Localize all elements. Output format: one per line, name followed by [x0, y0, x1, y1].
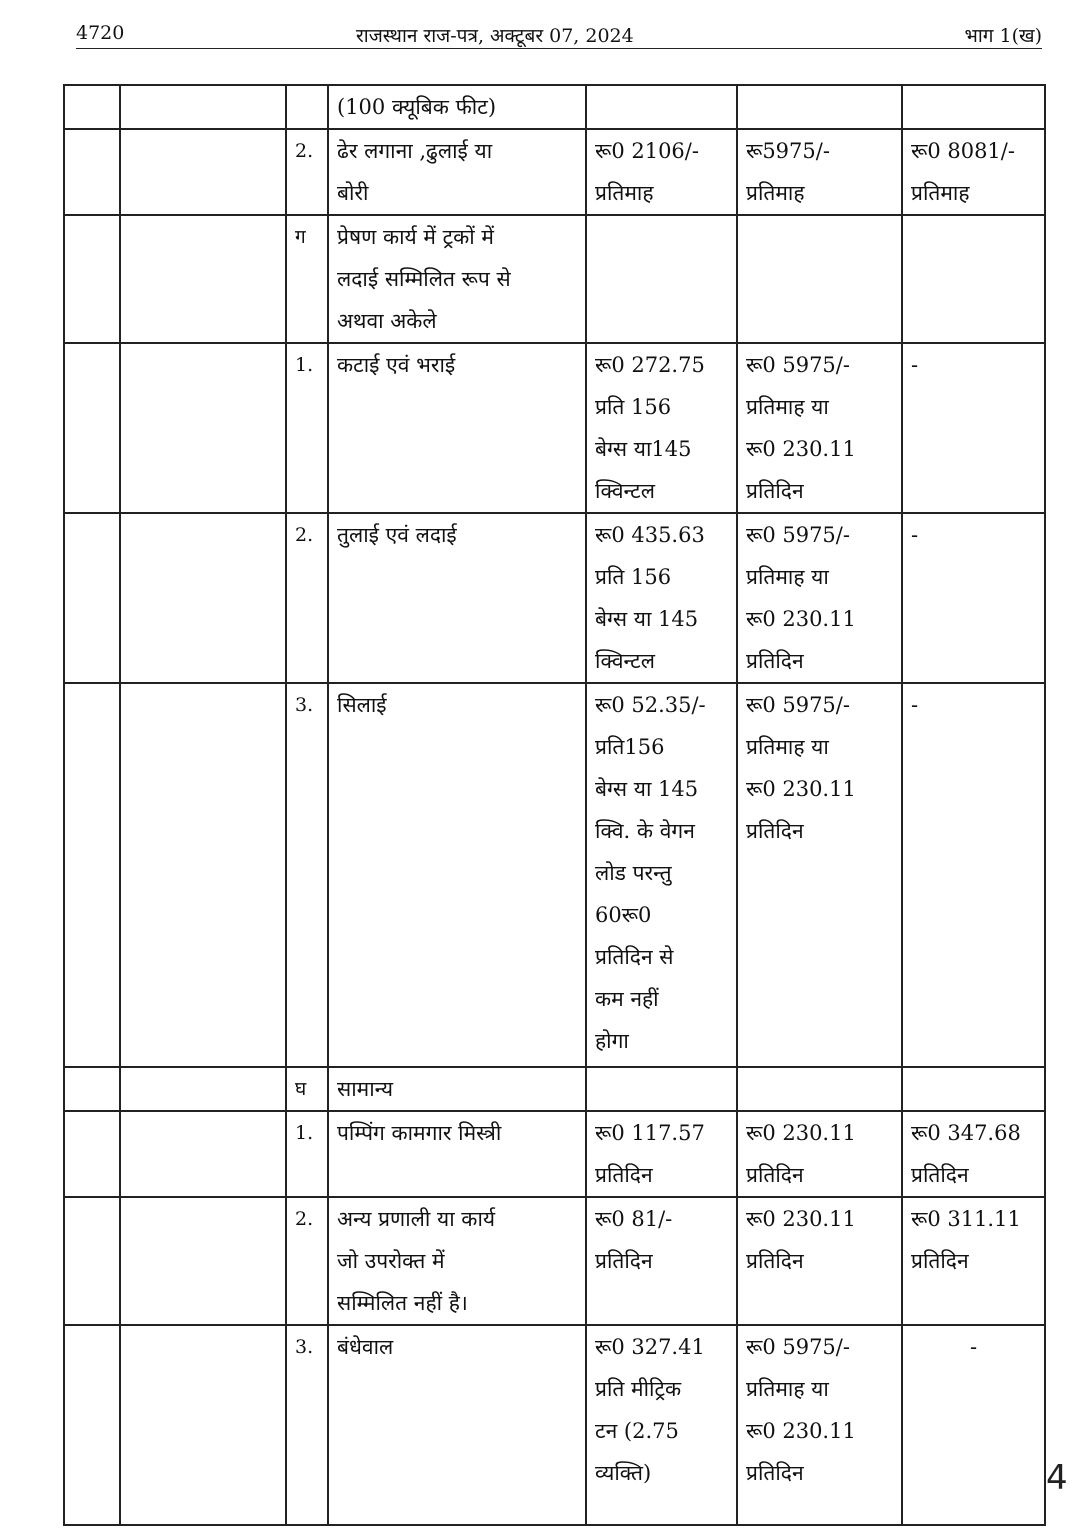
item-number: 2. [286, 513, 328, 683]
rate-cell-1 [586, 85, 737, 129]
blank-cell [64, 513, 120, 683]
table-row [64, 513, 1045, 683]
rate-cell-2: रू0 5975/- प्रतिमाह या रू0 230.11 प्रतिदिन [737, 683, 902, 1067]
blank-cell [64, 1325, 120, 1525]
blank-cell [120, 343, 286, 513]
table-row [64, 215, 1045, 343]
rate-cell-2 [737, 85, 902, 129]
section-letter: घ [286, 1067, 328, 1111]
blank-cell [64, 1111, 120, 1197]
item-number: 1. [286, 1111, 328, 1197]
blank-cell [64, 683, 120, 1067]
rate-cell-3 [902, 85, 1045, 129]
item-description: ढेर लगाना ,ढुलाई या बोरी [328, 129, 586, 215]
blank-cell [64, 129, 120, 215]
rate-cell-1: रू0 2106/- प्रतिमाह [586, 129, 737, 215]
blank-cell [120, 513, 286, 683]
rate-cell-2: रू0 5975/- प्रतिमाह या रू0 230.11 प्रतिदिन [737, 343, 902, 513]
blank-cell [120, 1325, 286, 1525]
rate-cell-2: रू0 5975/- प्रतिमाह या रू0 230.11 प्रतिदिन [737, 513, 902, 683]
rate-cell-3: रू0 8081/- प्रतिमाह [902, 129, 1045, 215]
blank-cell [120, 85, 286, 129]
rate-cell-1: रू0 52.35/- प्रति156 बेग्स या 145 क्वि. के वेगन लोड परन्तु 60रू0 प्रतिदिन से कम नहीं होगा [586, 683, 737, 1067]
item-number: 2. [286, 129, 328, 215]
gazette-part: भाग 1(ख) [964, 25, 1042, 47]
rate-cell-2 [737, 1067, 902, 1111]
section-letter: ग [286, 215, 328, 343]
section-heading: सामान्य [328, 1067, 586, 1111]
rate-cell-1 [586, 215, 737, 343]
blank-cell [64, 85, 120, 129]
item-description: तुलाई एवं लदाई [328, 513, 586, 683]
blank-cell [64, 1067, 120, 1111]
rate-cell-1: रू0 327.41 प्रति मीट्रिक टन (2.75 व्यक्ति) [586, 1325, 737, 1525]
table-row [64, 1197, 1045, 1325]
table-row [64, 85, 1045, 129]
rate-cell-3: - [902, 1325, 1045, 1525]
item-description: (100 क्यूबिक फीट) [328, 85, 586, 129]
table-row [64, 343, 1045, 513]
rate-cell-3: रू0 347.68 प्रतिदिन [902, 1111, 1045, 1197]
page-number: 4720 [76, 22, 125, 44]
rate-cell-1: रू0 117.57 प्रतिदिन [586, 1111, 737, 1197]
rate-cell-3: रू0 311.11 प्रतिदिन [902, 1197, 1045, 1325]
table-row [64, 1111, 1045, 1197]
blank-cell [64, 1197, 120, 1325]
rate-cell-3 [902, 215, 1045, 343]
blank-cell [120, 129, 286, 215]
rate-cell-3 [902, 1067, 1045, 1111]
page-mark: 4 [1046, 1458, 1068, 1498]
item-number: 1. [286, 343, 328, 513]
blank-cell [120, 1067, 286, 1111]
item-description: पम्पिंग कामगार मिस्त्री [328, 1111, 586, 1197]
blank-cell [120, 215, 286, 343]
rate-cell-3: - [902, 683, 1045, 1067]
table-row [64, 1325, 1045, 1525]
item-description: बंधेवाल [328, 1325, 586, 1525]
item-description: अन्य प्रणाली या कार्य जो उपरोक्त में सम्मिलित नहीं है। [328, 1197, 586, 1325]
rate-cell-1: रू0 81/- प्रतिदिन [586, 1197, 737, 1325]
rate-cell-2: रू0 5975/- प्रतिमाह या रू0 230.11 प्रतिदिन [737, 1325, 902, 1525]
page-header [76, 22, 1042, 49]
rate-cell-2 [737, 215, 902, 343]
rate-cell-1 [586, 1067, 737, 1111]
table-row [64, 1067, 1045, 1111]
item-number: 3. [286, 1325, 328, 1525]
item-description: सिलाई [328, 683, 586, 1067]
rate-cell-2: रू0 230.11 प्रतिदिन [737, 1111, 902, 1197]
rate-cell-1: रू0 272.75 प्रति 156 बेग्स या145 क्विन्टल [586, 343, 737, 513]
item-number [286, 85, 328, 129]
table-row [64, 683, 1045, 1067]
blank-cell [64, 343, 120, 513]
gazette-title: राजस्थान राज-पत्र, अक्टूबर 07, 2024 [356, 25, 634, 47]
rate-cell-3: - [902, 513, 1045, 683]
wage-rate-table [63, 84, 1046, 1526]
blank-cell [120, 1111, 286, 1197]
rate-cell-1: रू0 435.63 प्रति 156 बेग्स या 145 क्विन्टल [586, 513, 737, 683]
blank-cell [120, 1197, 286, 1325]
item-number: 2. [286, 1197, 328, 1325]
item-number: 3. [286, 683, 328, 1067]
section-heading: प्रेषण कार्य में ट्रकों में लदाई सम्मिलित रूप से अथवा अकेले [328, 215, 586, 343]
rate-cell-3: - [902, 343, 1045, 513]
rate-cell-2: रू0 230.11 प्रतिदिन [737, 1197, 902, 1325]
rate-cell-2: रू5975/- प्रतिमाह [737, 129, 902, 215]
item-description: कटाई एवं भराई [328, 343, 586, 513]
table-row [64, 129, 1045, 215]
blank-cell [120, 683, 286, 1067]
blank-cell [64, 215, 120, 343]
